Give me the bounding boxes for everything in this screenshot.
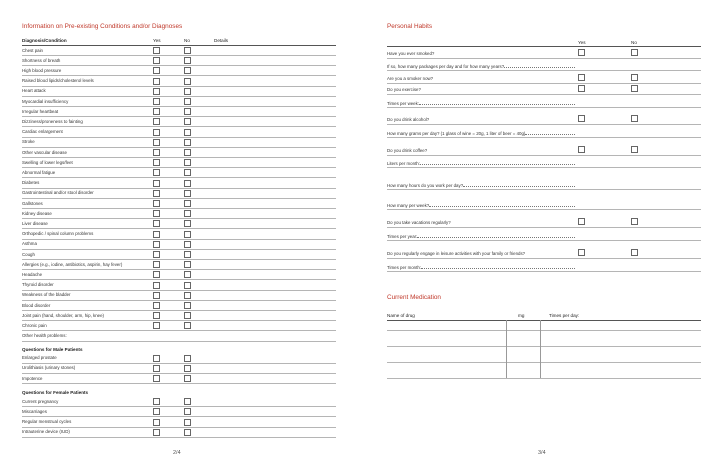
habit-no-checkbox[interactable] — [631, 146, 638, 153]
row-rule — [22, 239, 336, 240]
row-rule — [22, 188, 336, 189]
med-col-name: Name of drug — [387, 313, 415, 318]
page-number-left: 2/4 — [173, 450, 181, 456]
no-checkbox[interactable] — [184, 98, 191, 105]
yes-checkbox[interactable] — [153, 180, 160, 187]
yes-checkbox[interactable] — [153, 169, 160, 176]
row-rule — [22, 147, 336, 148]
col-details-header: Details — [214, 38, 229, 43]
no-checkbox[interactable] — [184, 47, 191, 54]
drug-times-cell[interactable] — [541, 347, 701, 361]
condition-label: Blood disorder — [22, 302, 51, 308]
habits-header-rule — [387, 46, 701, 47]
row-rule — [22, 249, 336, 250]
habit-question — [387, 160, 575, 166]
row-rule — [22, 310, 336, 311]
conditions-heading: Information on Pre-existing Conditions and/or Diagnoses — [22, 23, 183, 30]
drug-mg-cell[interactable] — [507, 363, 539, 377]
yes-checkbox[interactable] — [153, 78, 160, 85]
med-col-times: Times per day: — [549, 313, 580, 318]
yes-checkbox[interactable] — [153, 355, 160, 362]
yes-checkbox[interactable] — [153, 302, 160, 309]
row-rule — [22, 137, 336, 138]
habit-question-text: Do you take vacations regularly? — [387, 220, 451, 225]
row-rule — [22, 86, 336, 87]
habit-question-text: How many grams per day? (1 glass of wine = 20g, 1 liter of beer = 40g) — [387, 131, 526, 136]
answer-fill-line[interactable] — [421, 264, 575, 269]
condition-label: Irregular heartbeat — [22, 108, 59, 114]
row-rule — [22, 279, 336, 280]
habit-rule — [387, 209, 701, 210]
yes-checkbox[interactable] — [153, 210, 160, 217]
condition-label: Liver disease — [22, 220, 48, 226]
no-checkbox[interactable] — [184, 375, 191, 382]
no-checkbox[interactable] — [184, 261, 191, 268]
row-rule — [22, 75, 336, 76]
no-checkbox[interactable] — [184, 241, 191, 248]
no-checkbox[interactable] — [184, 129, 191, 136]
condition-label: Allergies (e.g., iodine, antibiotics, aspirin, hay fever) — [22, 261, 123, 267]
row-rule — [22, 383, 336, 384]
yes-checkbox[interactable] — [153, 365, 160, 372]
answer-fill-line[interactable] — [419, 100, 575, 105]
yes-checkbox[interactable] — [153, 241, 160, 248]
row-rule — [22, 208, 336, 209]
habit-rule — [387, 240, 701, 241]
row-rule — [22, 126, 336, 127]
yes-checkbox[interactable] — [153, 251, 160, 258]
habit-no-checkbox[interactable] — [631, 115, 638, 122]
habit-rule — [387, 137, 701, 138]
row-rule — [22, 65, 336, 66]
row-rule — [22, 177, 336, 178]
yes-checkbox[interactable] — [153, 149, 160, 156]
yes-checkbox[interactable] — [153, 88, 160, 95]
row-rule — [22, 437, 336, 438]
yes-checkbox[interactable] — [153, 398, 160, 405]
answer-fill-line[interactable] — [525, 130, 575, 135]
yes-checkbox[interactable] — [153, 159, 160, 166]
condition-label: Gallstones — [22, 200, 43, 206]
row-rule — [22, 320, 336, 321]
row-rule — [22, 96, 336, 97]
yes-checkbox[interactable] — [153, 419, 160, 426]
no-checkbox[interactable] — [184, 271, 191, 278]
habit-question — [387, 51, 434, 56]
condition-label: Swelling of lower legs/feet — [22, 159, 73, 165]
habit-yes-checkbox[interactable] — [578, 146, 585, 153]
yes-checkbox[interactable] — [153, 220, 160, 227]
drug-times-cell[interactable] — [541, 331, 701, 345]
habit-question-text: Do you drink alcohol? — [387, 117, 430, 122]
habit-question — [387, 130, 575, 136]
habits-col-yes: Yes — [578, 40, 586, 45]
yes-checkbox[interactable] — [153, 139, 160, 146]
row-rule — [22, 228, 336, 229]
habit-rule — [387, 83, 701, 84]
row-rule — [22, 218, 336, 219]
habit-no-checkbox[interactable] — [631, 249, 638, 256]
habit-question-text: Do you regularly engage in leisure activities with your family or friends? — [387, 251, 526, 256]
answer-fill-line[interactable] — [504, 63, 575, 68]
no-checkbox[interactable] — [184, 118, 191, 125]
condition-label: Dizziness/proneness to fainting — [22, 118, 83, 124]
habit-yes-checkbox[interactable] — [578, 49, 585, 56]
col-yes-header: Yes — [153, 38, 161, 43]
medication-row-rule — [387, 378, 701, 379]
habit-yes-checkbox[interactable] — [578, 74, 585, 81]
yes-checkbox[interactable] — [153, 47, 160, 54]
habit-rule — [387, 227, 701, 228]
row-rule — [22, 363, 336, 364]
condition-label: Intrauterine device (IUD) — [22, 429, 70, 435]
habit-question — [387, 148, 427, 153]
no-checkbox[interactable] — [184, 169, 191, 176]
drug-name-cell[interactable] — [387, 363, 505, 377]
habit-rule — [387, 70, 701, 71]
drug-name-cell[interactable] — [387, 331, 505, 345]
habit-rule — [387, 189, 701, 190]
habits-col-no: No — [631, 40, 637, 45]
drug-mg-cell[interactable] — [507, 331, 539, 345]
habit-rule — [387, 155, 701, 156]
no-checkbox[interactable] — [184, 322, 191, 329]
no-checkbox[interactable] — [184, 231, 191, 238]
row-rule — [22, 116, 336, 117]
condition-label: Kidney disease — [22, 210, 52, 216]
condition-label: Impotence — [22, 375, 43, 381]
condition-label: Diabetes — [22, 180, 40, 186]
yes-checkbox[interactable] — [153, 118, 160, 125]
row-rule — [22, 341, 336, 342]
other-health-label: Other health problems: — [22, 333, 67, 339]
habit-rule — [387, 94, 701, 95]
yes-checkbox[interactable] — [153, 292, 160, 299]
med-header-rule — [387, 320, 701, 321]
no-checkbox[interactable] — [184, 419, 191, 426]
habit-no-checkbox[interactable] — [631, 49, 638, 56]
habit-question — [387, 76, 433, 81]
habit-rule — [387, 258, 701, 259]
habit-question-text: Do you exercise? — [387, 87, 421, 92]
yes-checkbox[interactable] — [153, 190, 160, 197]
condition-label: Urolithiasis (urinary stones) — [22, 365, 76, 371]
condition-label: Other vascular disease — [22, 149, 67, 155]
no-checkbox[interactable] — [184, 149, 191, 156]
condition-label: Current pregnancy — [22, 398, 59, 404]
no-checkbox[interactable] — [184, 180, 191, 187]
no-checkbox[interactable] — [184, 220, 191, 227]
yes-checkbox[interactable] — [153, 67, 160, 74]
no-checkbox[interactable] — [184, 210, 191, 217]
habit-question-text: How many per week? — [387, 203, 430, 208]
answer-fill-line[interactable] — [420, 160, 575, 165]
habit-rule — [387, 167, 701, 168]
yes-checkbox[interactable] — [153, 322, 160, 329]
condition-label: Chronic pain — [22, 322, 47, 328]
yes-checkbox[interactable] — [153, 282, 160, 289]
condition-label: Miscarriages — [22, 408, 47, 414]
condition-label: Raised blood lipids/cholesterol levels — [22, 78, 94, 84]
habit-no-checkbox[interactable] — [631, 218, 638, 225]
row-rule — [22, 157, 336, 158]
condition-label: Cardiac enlargement — [22, 129, 63, 135]
yes-checkbox[interactable] — [153, 271, 160, 278]
yes-checkbox[interactable] — [153, 200, 160, 207]
row-rule — [22, 198, 336, 199]
habit-question-text: Do you drink coffee? — [387, 148, 428, 153]
medication-heading: Current Medication — [387, 294, 441, 301]
drug-name-cell[interactable] — [387, 347, 505, 361]
male-questions-heading: Questions for Male Patients — [22, 346, 83, 352]
condition-label: Joint pain (hand, shoulder, arm, hip, knee) — [22, 312, 105, 318]
yes-checkbox[interactable] — [153, 261, 160, 268]
condition-label: Heart attack — [22, 88, 46, 94]
row-rule — [22, 55, 336, 56]
row-rule — [22, 106, 336, 107]
right-page — [360, 0, 720, 468]
answer-fill-line[interactable] — [417, 233, 575, 238]
no-checkbox[interactable] — [184, 78, 191, 85]
condition-label: Headache — [22, 271, 43, 277]
condition-label: Myocardial insufficiency — [22, 98, 69, 104]
no-checkbox[interactable] — [184, 429, 191, 436]
female-questions-heading: Questions for Female Patients — [22, 390, 89, 396]
condition-label: Gastrointestinal and/or stool disorder — [22, 190, 94, 196]
habit-rule — [387, 107, 701, 108]
habit-question — [387, 63, 575, 69]
habit-question-text: Are you a smoker now? — [387, 76, 434, 81]
row-rule — [22, 300, 336, 301]
no-checkbox[interactable] — [184, 57, 191, 64]
yes-checkbox[interactable] — [153, 129, 160, 136]
habit-yes-checkbox[interactable] — [578, 249, 585, 256]
habit-question — [387, 100, 575, 106]
no-checkbox[interactable] — [184, 88, 191, 95]
med-col-mg: mg — [518, 313, 525, 318]
habit-question — [387, 117, 429, 122]
habit-yes-checkbox[interactable] — [578, 85, 585, 92]
condition-label: Weakness of the bladder — [22, 292, 71, 298]
habits-heading: Personal Habits — [387, 23, 433, 30]
condition-label: Abnormal fatigue — [22, 169, 56, 175]
habit-question — [387, 182, 575, 188]
habit-question — [387, 233, 575, 239]
no-checkbox[interactable] — [184, 67, 191, 74]
no-checkbox[interactable] — [184, 200, 191, 207]
no-checkbox[interactable] — [184, 282, 191, 289]
row-rule — [22, 373, 336, 374]
condition-label: High blood pressure — [22, 67, 62, 73]
no-checkbox[interactable] — [184, 139, 191, 146]
habit-question — [387, 202, 575, 208]
habit-question — [387, 251, 525, 256]
no-checkbox[interactable] — [184, 355, 191, 362]
no-checkbox[interactable] — [184, 292, 191, 299]
habit-no-checkbox[interactable] — [631, 74, 638, 81]
yes-checkbox[interactable] — [153, 375, 160, 382]
condition-label: Enlarged prostate — [22, 355, 57, 361]
habit-question-text: Have you ever smoked? — [387, 51, 435, 56]
no-checkbox[interactable] — [184, 398, 191, 405]
answer-fill-line[interactable] — [429, 202, 575, 207]
row-rule — [22, 259, 336, 260]
habit-yes-checkbox[interactable] — [578, 218, 585, 225]
habit-rule — [387, 124, 701, 125]
row-rule — [22, 416, 336, 417]
condition-label: Orthopedic / spinal column problems — [22, 231, 94, 237]
yes-checkbox[interactable] — [153, 98, 160, 105]
answer-fill-line[interactable] — [463, 182, 575, 187]
yes-checkbox[interactable] — [153, 429, 160, 436]
no-checkbox[interactable] — [184, 302, 191, 309]
yes-checkbox[interactable] — [153, 408, 160, 415]
habit-question-text: How many hours do you work per day? — [387, 183, 464, 188]
no-checkbox[interactable] — [184, 312, 191, 319]
habit-question — [387, 264, 575, 270]
drug-times-cell[interactable] — [541, 363, 701, 377]
habit-question-text: If so, how many packages per day and for how many years? — [387, 64, 505, 69]
habit-question-text: Times per week: — [387, 101, 420, 106]
condition-label: Chest pain — [22, 47, 43, 53]
yes-checkbox[interactable] — [153, 108, 160, 115]
no-checkbox[interactable] — [184, 408, 191, 415]
row-rule — [22, 406, 336, 407]
row-rule — [22, 290, 336, 291]
no-checkbox[interactable] — [184, 108, 191, 115]
no-checkbox[interactable] — [184, 159, 191, 166]
habit-rule — [387, 271, 701, 272]
col-no-header: No — [184, 38, 190, 43]
habit-rule — [387, 58, 701, 59]
condition-label: Regular menstrual cycles — [22, 419, 72, 425]
col-condition-header: Diagnosis/Condition — [22, 38, 67, 43]
yes-checkbox[interactable] — [153, 57, 160, 64]
habit-no-checkbox[interactable] — [631, 85, 638, 92]
yes-checkbox[interactable] — [153, 231, 160, 238]
condition-label: Stroke — [22, 139, 35, 145]
condition-label: Asthma — [22, 241, 37, 247]
yes-checkbox[interactable] — [153, 312, 160, 319]
condition-label: Shortness of breath — [22, 57, 61, 63]
row-rule — [22, 330, 336, 331]
habit-yes-checkbox[interactable] — [578, 115, 585, 122]
row-rule — [22, 167, 336, 168]
drug-mg-cell[interactable] — [507, 347, 539, 361]
no-checkbox[interactable] — [184, 365, 191, 372]
habit-question-text: Times per year: — [387, 234, 418, 239]
header-rule — [22, 45, 336, 46]
no-checkbox[interactable] — [184, 251, 191, 258]
habit-question-text: Liters per month: — [387, 161, 420, 166]
row-rule — [22, 269, 336, 270]
page-number-right: 3/4 — [538, 450, 546, 456]
habit-question — [387, 220, 451, 225]
condition-label: Thyroid disorder — [22, 282, 54, 288]
row-rule — [22, 427, 336, 428]
no-checkbox[interactable] — [184, 190, 191, 197]
habit-question-text: Times per month: — [387, 265, 421, 270]
condition-label: Cough — [22, 251, 35, 257]
habit-question — [387, 87, 421, 92]
